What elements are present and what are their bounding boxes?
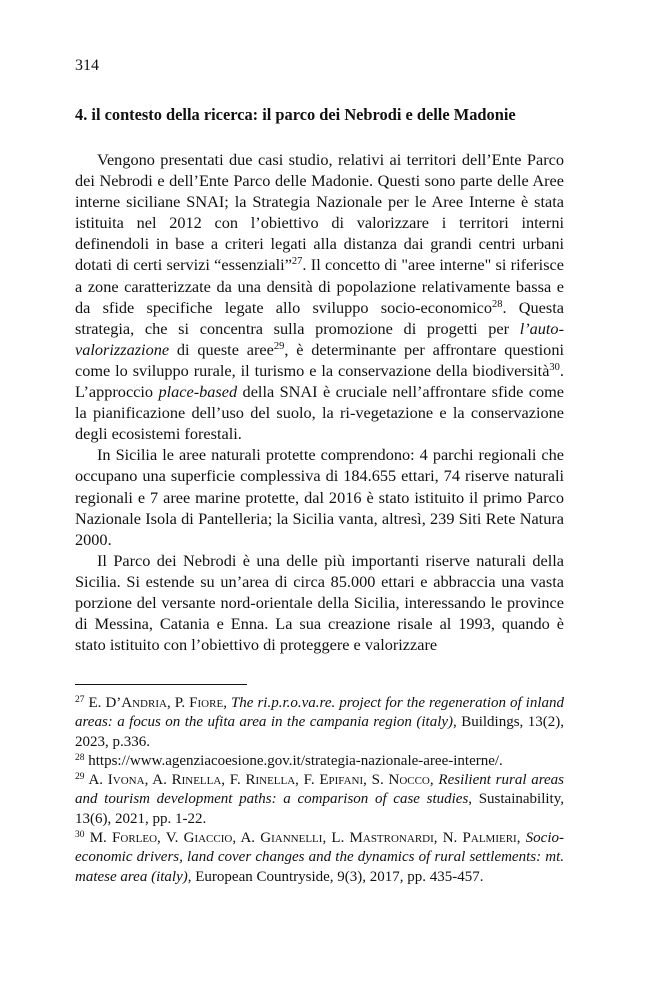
paragraph-1: Vengono presentati due casi studio, relativi ai territori dell’Ente Parco dei Nebrodi e dell’Ente Parco delle Madonie. Questi sono parte delle Aree interne siciliane SNAI; la Strategia Nazionale per le Aree Interne è stata istituita nel 2012 con l’obiettivo di valorizzare i territori interni definendoli in base a criteri legati alla distanza dai grandi centri urbani dotati di certi servizi “essenziali”$^{27}$. Il concetto di "aree interne" si riferisce a zone caratterizzate da una densità di popolazione relativamente bassa e da sfide specifiche legate allo sviluppo socio-economico$^{28}$. Questa strategia, che si concentra sulla promozione di progetti per l’auto-valorizzazione di queste aree$^{29}$, è determinante per affrontare questioni come lo sviluppo rurale, il turismo e la conservazione della biodiversità$^{30}$. L’approccio place-based della SNAI è cruciale nell’affrontare sfide come la pianificazione dell’uso del suolo, la ri-vegetazione e la conservazione degli ecosistemi forestali. (75, 150, 564, 444)
footnote-ref-29[interactable]: 29 (273, 340, 285, 352)
body-text (75, 149, 564, 655)
footnote-28: $^{28}$ https://www.agenziacoesione.gov.it/strategia-nazionale-aree-interne/. (75, 752, 503, 769)
footnote-ref-28[interactable]: 28 (491, 298, 503, 310)
footnote-separator (75, 684, 247, 685)
paragraph-3: Il Parco dei Nebrodi è una delle più importanti riserve naturali della Sicilia. Si estende su un’area di circa 85.000 ettari e abbraccia una vasta porzione del versante nord-orientale della Sicilia, interessando le province di Messina, Catania e Enna. La sua creazione risale al 1993, quando è stato istituito con l’obiettivo di proteggere e valorizzare (75, 550, 564, 655)
footnote-link[interactable]: https://www.agenziacoesione.gov.it/strategia-nazionale-aree-interne/. (88, 752, 503, 769)
footnote-ref-30[interactable]: 30 (549, 361, 560, 373)
footnote-27: $^{27}$ E. D’Andria, P. Fiore, The ri.p.r.o.va.re. project for the regeneration of inland areas: a focus on the ufita area in the campania region (italy), Buildings, 13(2), 2023, p.336. (75, 695, 565, 750)
page-number: 314 (75, 57, 99, 74)
footnote-29: $^{29}$ A. Ivona, A. Rinella, F. Rinella, F. Epifani, S. Nocco, Resilient rural areas and tourism development paths: a comparison of case studies, Sustainability, 13(6), 2021, pp. 1-22. (75, 772, 565, 827)
footnote-30: $^{30}$ M. Forleo, V. Giaccio, A. Giannelli, L. Mastronardi, N. Palmieri, Socio-economic drivers, land cover changes and the dynamics of rural settlements: mt. matese area (italy), European Countryside, 9(3), 2017, pp. 435-457. (75, 830, 564, 885)
section-title: 4. il contesto della ricerca: il parco dei Nebrodi e delle Madonie (75, 105, 516, 124)
footnote-ref-27[interactable]: 27 (291, 256, 303, 268)
footnotes (75, 694, 564, 887)
paragraph-2: In Sicilia le aree naturali protette comprendono: 4 parchi regionali che occupano una superficie complessiva di 184.655 ettari, 74 riserve naturali regionali e 7 aree marine protette, dal 2016 è stato istituito il primo Parco Nazionale Isola di Pantelleria; la Sicilia vanta, altresì, 239 Siti Rete Natura 2000. (75, 445, 564, 549)
